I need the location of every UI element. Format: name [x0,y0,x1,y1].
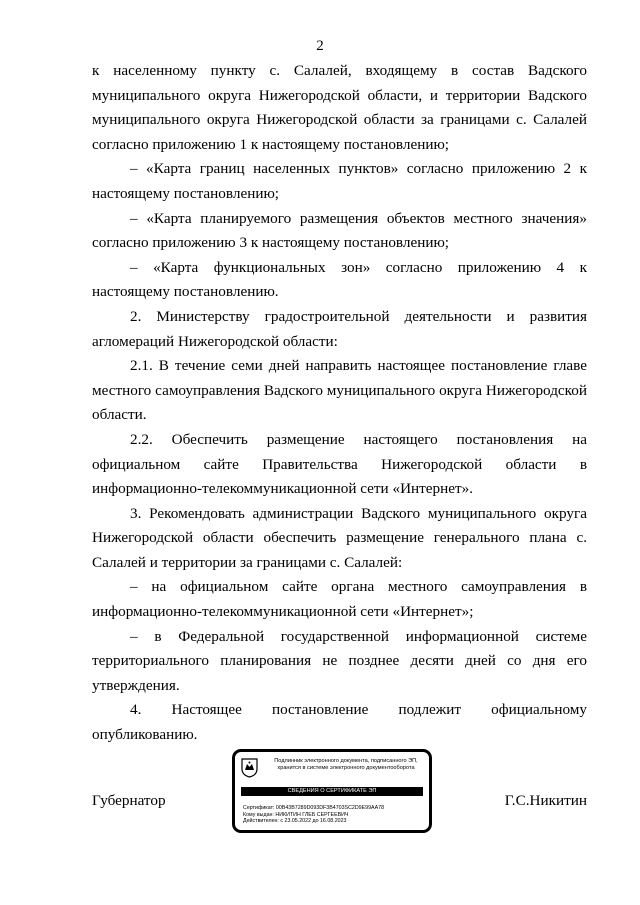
signatory-name: Г.С.Никитин [504,792,587,809]
signatory-position: Губернатор [92,792,166,809]
document-body [92,59,587,748]
paragraph: – «Карта границ населенных пунктов» согласно приложению 2 к настоящему постановлению; [92,160,587,202]
stamp-header-line: хранится в системе электронного документооборота [277,765,415,771]
certificate-validity: Действителен: с 23.05.2022 до 16.08.2023 [243,818,347,824]
stamp-title-bar: СВЕДЕНИЯ О СЕРТИФИКАТЕ ЭП [241,787,423,796]
coat-of-arms-icon [241,758,258,778]
paragraph: 3. Рекомендовать администрации Вадского муниципального округа Нижегородской области обеспечить размещение генерального плана с. Салалей и территории за границами с. Салалей: [92,504,587,571]
certificate-number: Сертификат: 00B43B7289D093DF3B4703SC2D9E99AA78 [243,805,385,811]
paragraph: 2. Министерству градостроительной деятельности и развития агломераций Нижегородской области: [92,307,587,350]
e-signature-stamp [232,749,432,833]
paragraph: к населенному пункту с. Салалей, входящему в состав Вадского муниципального округа Нижегородской области, и территории Вадского муниципального округа Нижегородской области за границами с. Салалей согласно приложению 1 к настоящему постановлению; [92,62,587,153]
paragraph: 4. Настоящее постановление подлежит официальному опубликованию. [92,701,587,744]
certificate-owner: Кому выдан: НИКИТИН ГЛЕБ СЕРГЕЕВИЧ [243,811,349,818]
paragraph: – «Карта планируемого размещения объектов местного значения» согласно приложению 3 к настоящему постановлению; [92,209,587,252]
stamp-header-line: Подлинник электронного документа, подписанного ЭП, [274,758,418,764]
paragraph: – на официальном сайте органа местного самоуправления в информационно-телекоммуникационной сети «Интернет»; [92,578,587,621]
paragraph: – в Федеральной государственной информационной системе территориального планирования не позднее десяти дней со дня его утверждения. [92,627,587,694]
certificate-details [243,805,384,825]
paragraph: – «Карта функциональных зон» согласно приложению 4 к настоящему постановлению. [92,258,587,301]
stamp-header [262,758,430,772]
paragraph: 2.1. В течение семи дней направить настоящее постановление главе местного самоуправления Вадского муниципального округа Нижегородской области. [92,357,587,424]
paragraph: 2.2. Обеспечить размещение настоящего постановления на официальном сайте Правительства Нижегородской области в информационно-телекоммуникационной сети «Интернет». [92,430,587,498]
page-number: 2 [316,38,324,54]
